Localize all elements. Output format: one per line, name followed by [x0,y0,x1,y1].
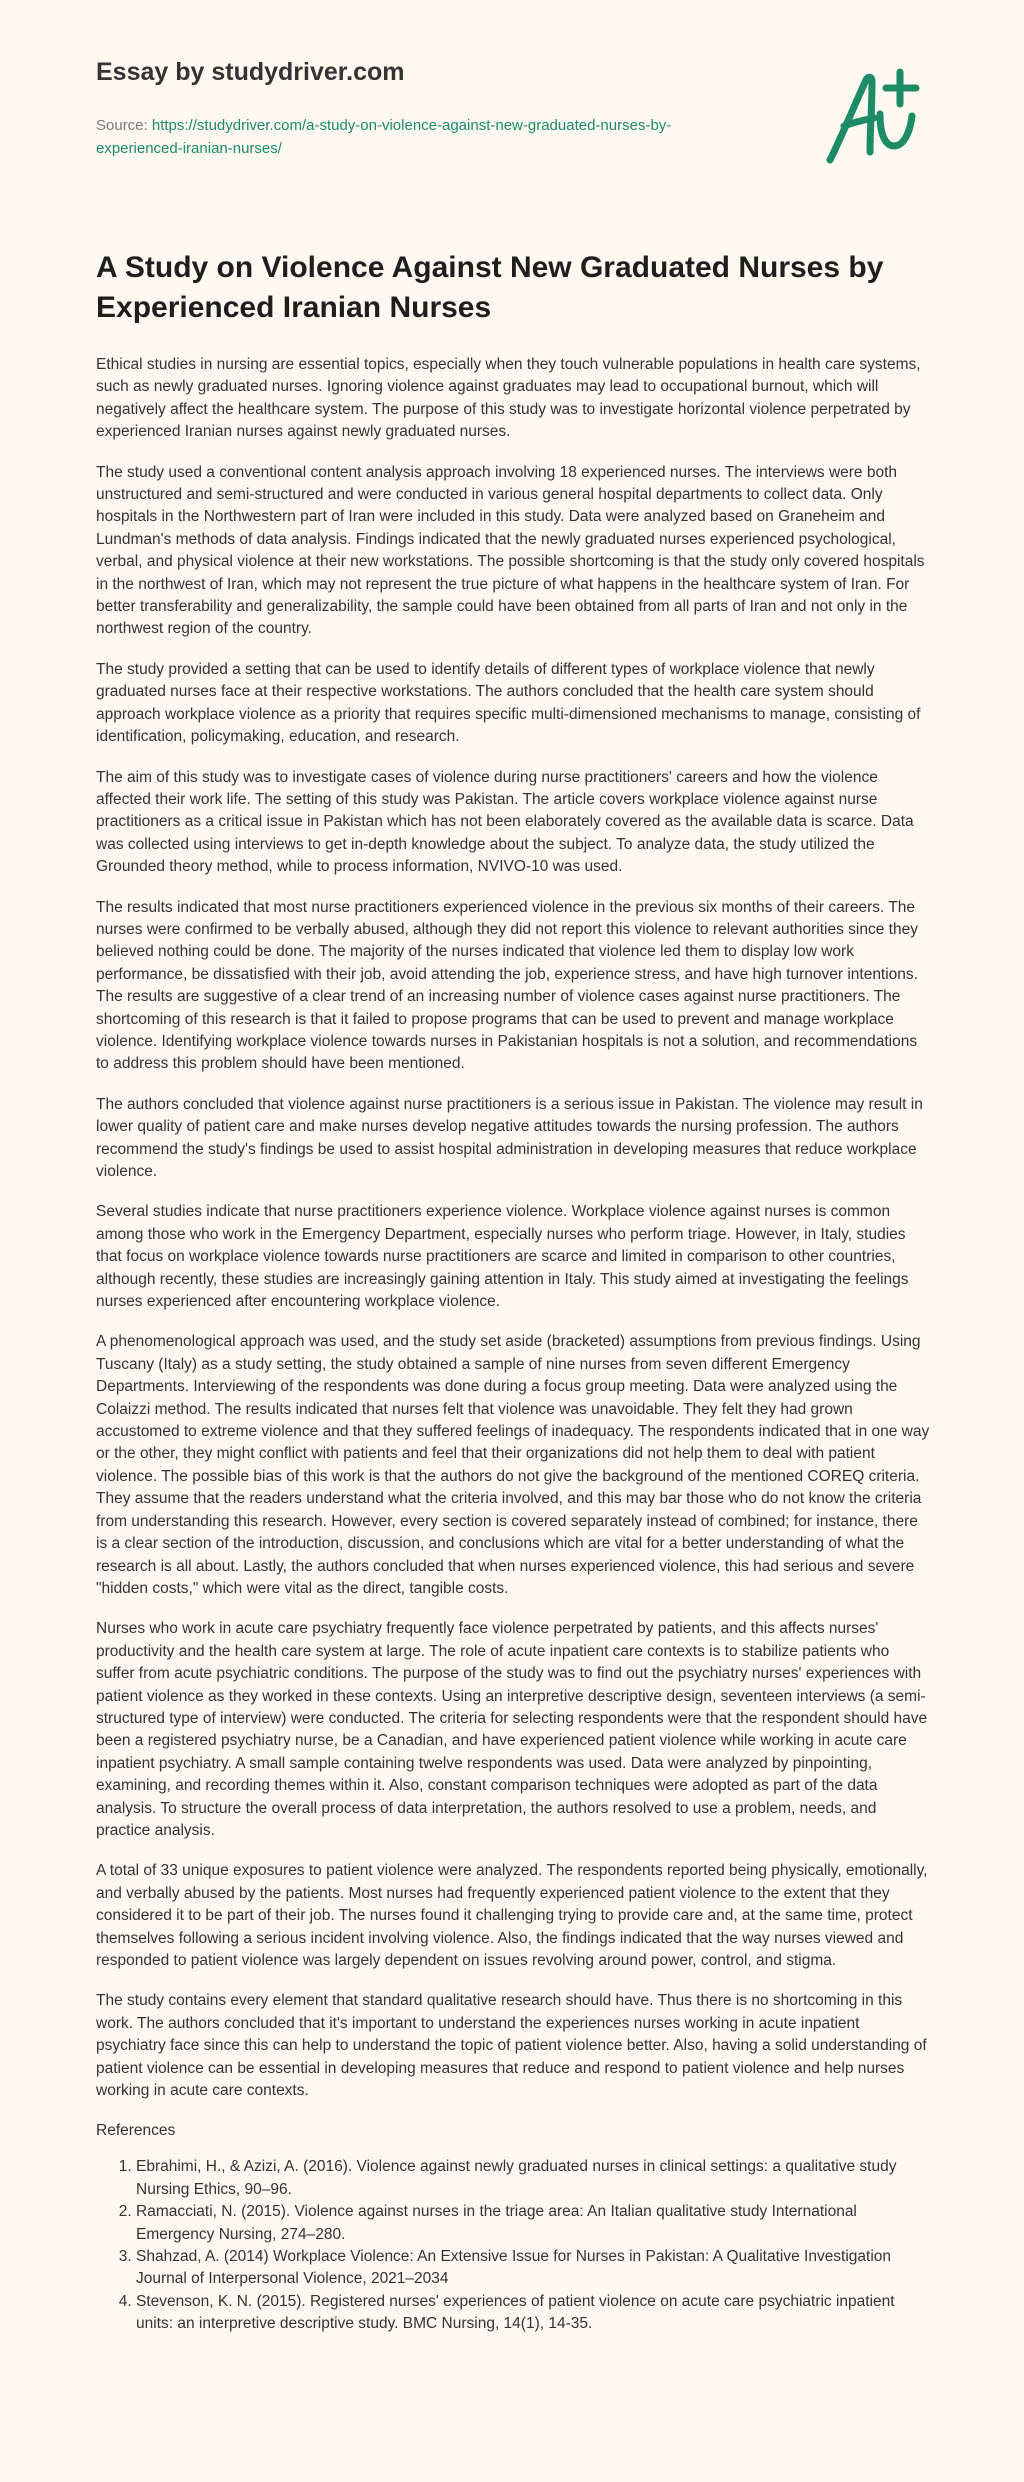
source-label: Source: [96,117,152,134]
reference-item: 3. Shahzad, A. (2014) Workplace Violence: An Extensive Issue for Nurses in Pakistan: A Qualitative Investigation Journal of Interpersonal Violence, 2021–2034 [136,2246,932,2291]
reference-item: 1. Ebrahimi, H., & Azizi, A. (2016). Violence against newly graduated nurses in clinical settings: a qualitative study Nursing Ethics, 90–96. [136,2156,932,2201]
paragraph: The study provided a setting that can be used to identify details of different types of workplace violence that newly graduated nurses face at their respective workstations. The authors concluded that the health care system should approach workplace violence as a priority that requires specific multi-dimensioned mechanisms to manage, consisting of identification, policymaking, education, and research. [96,660,921,746]
source-line [96,114,736,160]
paragraph: A total of 33 unique exposures to patient violence were analyzed. The respondents reported being physically, emotionally, and verbally abused by the patients. Most nurses had frequently experienced patient violence to the extent that they considered it to be part of their job. The nurses found it challenging trying to provide care and, at the same time, protect themselves following a serious incident involving violence. Also, the findings indicated that the way nurses viewed and responded to patient violence was largely dependent on issues revolving around power, control, and stigma. [96,1862,928,1969]
paragraph: The study contains every element that standard qualitative research should have. Thus there is no shortcoming in this work. The authors concluded that it's important to understand the experiences nurses working in acute inpatient psychiatry face since this can help to understand the topic of patient violence better. Also, having a solid understanding of patient violence can be essential in developing measures that reduce and respond to patient violence and help nurses working in acute care contexts. [96,1992,927,2100]
references-heading: References [96,2122,176,2140]
paragraph: Several studies indicate that nurse practitioners experience violence. Workplace violence against nurses is common among those who work in the Emergency Department, especially nurses who perform triage. However, in Italy, studies that focus on workplace violence towards nurse practitioners are scarce and limited in comparison to other countries, although recently, these studies are increasingly gaining attention in Italy. This study aimed at investigating the feelings nurses experienced after encountering workplace violence. [96,1203,909,1311]
page-header [96,56,736,160]
article-body [96,248,932,2336]
source-link[interactable]: https://studydriver.com/a-study-on-violence-against-new-graduated-nurses-by-experienced-iranian-nurses/ [96,117,672,157]
paragraph: A phenomenological approach was used, and the study set aside (bracketed) assumptions from previous findings. Using Tuscany (Italy) as a study setting, the study obtained a sample of nine nurses from seven different Emergency Departments. Interviewing of the respondents was done during a focus group meeting. Data were analyzed using the Colaizzi method. The results indicated that nurses felt that violence was unavoidable. They felt they had grown accustomed to extreme violence and that they suffered feelings of inadequacy. The respondents indicated that in one way or the other, they might conflict with patients and feel that their organizations did not help them to deal with patient violence. The possible bias of this work is that the authors do not give the background of the mentioned COREQ criteria. They assume that the readers understand what the criteria involved, and this may bar those who do not know the criteria from understanding this research. However, every section is covered separately instead of combined; for instance, there is a clear section of the introduction, discussion, and conclusions which are vital for a better understanding of what the research is all about. Lastly, the authors concluded that when nurses experienced violence, this had serious and severe "hidden costs," which were vital as the direct, tangible costs. [96,1333,930,1597]
paragraph: The authors concluded that violence against nurse practitioners is a serious issue in Pakistan. The violence may result in lower quality of patient care and make nurses develop negative attitudes towards the nursing profession. The authors recommend the study's findings be used to assist hospital administration in developing measures that reduce workplace violence. [96,1095,923,1180]
paragraph: The aim of this study was to investigate cases of violence during nurse practitioners' careers and how the violence affected their work life. The setting of this study was Pakistan. The article covers workplace violence against nurse practitioners as a critical issue in Pakistan which has not been elaborately covered as the available data is scarce. Data was collected using interviews to get in-depth knowledge about the subject. To analyze data, the study utilized the Grounded theory method, while to process information, NVIVO-10 was used. [96,768,914,876]
paragraph: Nurses who work in acute care psychiatry frequently face violence perpetrated by patients, and this affects nurses' productivity and the health care system at large. The role of acute inpatient care contexts is to stabilize patients who suffer from acute psychiatric conditions. The purpose of the study was to find out the psychiatry nurses' experiences with patient violence as they worked in these contexts. Using an interpretive descriptive design, seventeen interviews (a semi-structured type of interview) were conducted. The criteria for selecting respondents were that the respondent should have been a registered psychiatry nurse, be a Canadian, and have experienced patient violence while working in acute care inpatient psychiatry. A small sample containing twelve respondents was used. Data were analyzed by pinpointing, examining, and recording themes within it. Also, constant comparison techniques were adopted as part of the data analysis. To structure the overall process of data interpretation, the authors resolved to use a problem, needs, and practice analysis. [96,1620,928,1839]
reference-item: 2. Ramacciati, N. (2015). Violence against nurses in the triage area: An Italian qualitative study International Emergency Nursing, 274–280. [136,2201,932,2246]
references-list [96,2156,932,2335]
a-plus-logo-icon [820,66,932,166]
article-title: A Study on Violence Against New Graduated Nurses by Experienced Iranian Nurses [96,251,884,324]
paragraph: The results indicated that most nurse practitioners experienced violence in the previous six months of their careers. The nurses were confirmed to be verbally abused, although they did not report this violence to relevant authorities since they believed nothing could be done. The majority of the nurses indicated that violence led them to display low work performance, be dissatisfied with their job, avoid attending the job, experience stress, and have high turnover intentions. The results are suggestive of a clear trend of an increasing number of violence cases against nurse practitioners. The shortcoming of this research is that it failed to propose programs that can be used to prevent and manage workplace violence. Identifying workplace violence towards nurses in Pakistanian hospitals is not a solution, and recommendations to address this problem should have been mentioned. [96,898,918,1073]
paragraph: The study used a conventional content analysis approach involving 18 experienced nurses. The interviews were both unstructured and semi-structured and were conducted in various general hospital departments to collect data. Only hospitals in the Northwestern part of Iran were included in this study. Data were analyzed based on Graneheim and Lundman's methods of data analysis. Findings indicated that the newly graduated nurses experienced psychological, verbal, and physical violence at their new workstations. The possible shortcoming is that the study only covered hospitals in the northwest of Iran, which may not represent the true picture of what happens in the healthcare system of Iran. For better transferability and generalizability, the sample could have been obtained from all parts of Iran and not only in the northwest region of the country. [96,463,925,638]
paragraph: Ethical studies in nursing are essential topics, especially when they touch vulnerable populations in health care systems, such as newly graduated nurses. Ignoring violence against graduates may lead to occupational burnout, which will negatively affect the healthcare system. The purpose of this study was to investigate horizontal violence perpetrated by experienced Iranian nurses against newly graduated nurses. [96,356,921,441]
brand-title: Essay by studydriver.com [96,58,405,86]
reference-item: 4. Stevenson, K. N. (2015). Registered nurses' experiences of patient violence on acute care psychiatric inpatient units: an interpretive descriptive study. BMC Nursing, 14(1), 14-35. [136,2291,932,2336]
